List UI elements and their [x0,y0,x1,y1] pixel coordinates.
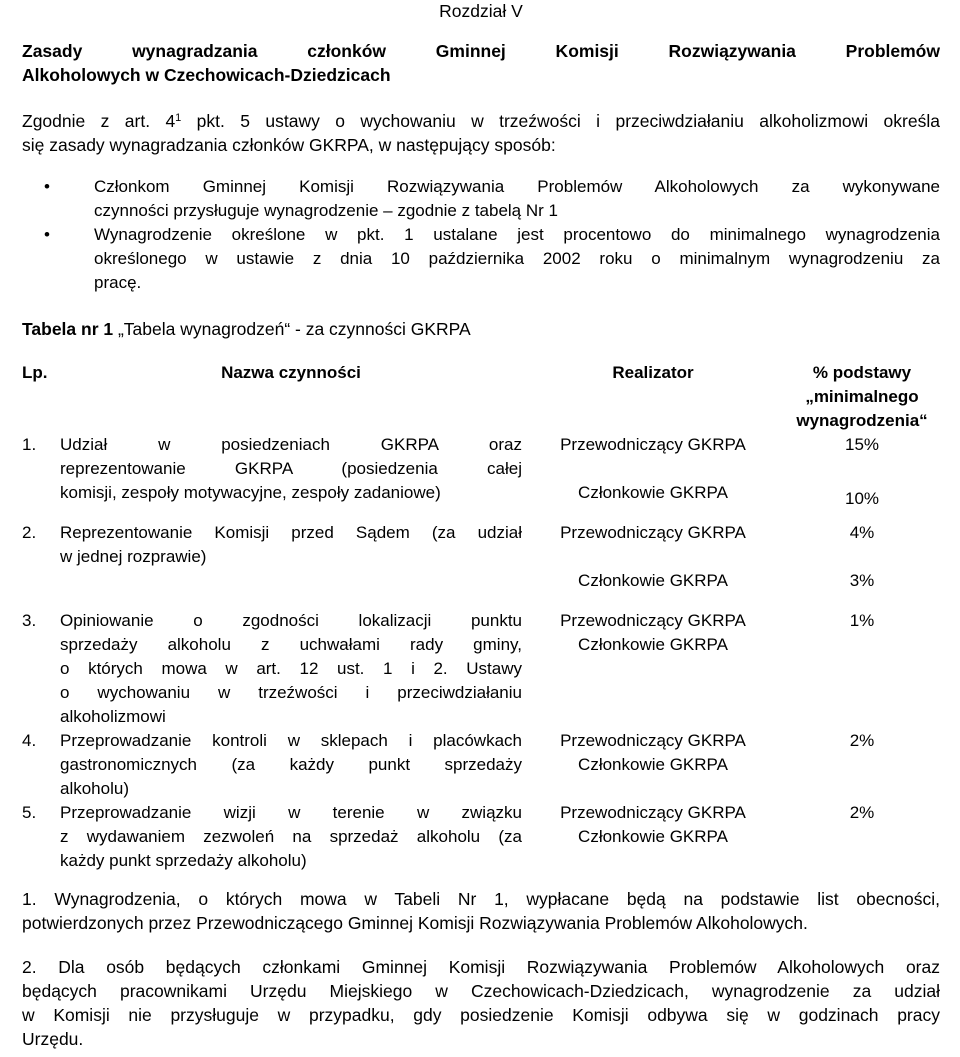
activity-line: Udział w posiedzeniach GKRPA oraz [60,435,522,454]
activity-line: o wychowaniu w trzeźwości i przeciwdziałaniu [60,683,522,702]
chapter-title: Rozdział V [439,1,523,21]
bullet-line: Członkom Gminnej Komisji Rozwiązywania Problemów Alkoholowych za wykonywane [94,177,940,196]
activity-line: reprezentowanie GKRPA (posiedzenia całej [60,459,522,478]
realizator-chair: Przewodniczący GKRPA [560,611,746,630]
percent-members: 10% [844,489,880,508]
bullet-list [22,175,940,295]
header-percent-line-1: % podstawy [812,363,912,382]
row-percent [784,433,940,511]
row-lp: 4. [22,731,37,750]
header-percent-line-2: „minimalnego [805,387,919,406]
realizator-chair: Przewodniczący GKRPA [560,523,746,542]
footer-line: będących pracownikami Urzędu Miejskiego w Czechowicach-Dziedzicach, wynagrodzenie za udział [22,981,940,1001]
table-title-number: Tabela nr 1 [22,319,114,339]
bullet-dot-icon: • [44,177,50,196]
activity-line: Reprezentowanie Komisji przed Sądem (za udział [60,523,522,542]
realizator-chair: Przewodniczący GKRPA [560,803,746,822]
bullet-text [94,223,940,295]
row-activity [60,521,522,593]
row-lp: 3. [22,611,37,630]
percent-members: 3% [849,571,875,590]
bullet-dot-icon: • [44,225,50,244]
table-row [22,521,940,593]
bullet-line: pracę. [94,273,142,292]
intro-paragraph [22,109,940,157]
activity-line: gastronomicznych (za każdy punkt sprzedaży [60,755,522,774]
activity-line: Opiniowanie o zgodności lokalizacji punktu [60,611,522,630]
document-page [22,0,940,1051]
bullet-item [22,223,940,295]
table-row [22,433,940,511]
footer-notes [22,887,940,1051]
percent-spacer [784,457,940,481]
realizator-spacer [522,457,784,481]
row-activity [60,433,522,511]
header-percent-line-3: wynagrodzenia“ [796,411,928,430]
activity-line: o których mowa w art. 12 ust. 1 i 2. Ustawy [60,659,522,678]
intro-line-1-rest: pkt. 5 ustawy o wychowaniu w trzeźwości i przeciwdziałaniu alkoholizmowi określa [181,111,940,131]
row-percent: 2% [849,803,875,822]
activity-line: z wydawaniem zezwoleń na sprzedaż alkoholu (za [60,827,522,846]
percent-spacer [784,545,940,569]
bullet-line: określonego w ustawie z dnia 10 października 2002 roku o minimalnym wynagrodzeniu za [94,249,940,268]
section-heading-line-2: Alkoholowych w Czechowicach-Dziedzicach [22,65,391,85]
header-percent [784,361,940,433]
realizator-members: Członkowie GKRPA [578,483,728,502]
footer-line: Urzędu. [22,1029,84,1049]
section-heading-line-1: Zasady wynagradzania członków Gminnej Komisji Rozwiązywania Problemów [22,41,940,61]
row-realizator [522,729,784,801]
footer-note-1 [22,887,940,935]
realizator-chair: Przewodniczący GKRPA [560,435,746,454]
activity-line: każdy punkt sprzedaży alkoholu) [60,851,307,870]
intro-prefix: Zgodnie z art. 4 [22,111,176,131]
remuneration-table [22,361,940,873]
row-activity [60,729,522,801]
row-lp: 2. [22,523,37,542]
realizator-members: Członkowie GKRPA [578,635,728,654]
footer-note-2 [22,955,940,1051]
bullet-line: czynności przysługuje wynagrodzenie – zgodnie z tabelą Nr 1 [94,201,558,220]
row-percent [784,521,940,593]
row-realizator [522,521,784,593]
row-realizator [522,801,784,873]
header-realizator: Realizator [612,363,694,382]
row-lp: 5. [22,803,37,822]
activity-line: Przeprowadzanie wizji w terenie w związku [60,803,522,822]
table-row [22,609,940,729]
table-row [22,729,940,801]
header-name: Nazwa czynności [221,363,361,382]
row-realizator [522,609,784,729]
intro-line-1 [22,109,940,133]
bullet-text [94,175,940,223]
realizator-members: Członkowie GKRPA [578,827,728,846]
row-activity [60,801,522,873]
row-activity [60,609,522,729]
header-lp: Lp. [22,363,48,382]
table-title-text: „Tabela wynagrodzeń“ - za czynności GKRPA [113,319,471,339]
footer-line: 2. Dla osób będących członkami Gminnej Komisji Rozwiązywania Problemów Alkoholowych oraz [22,957,940,977]
table-title [22,317,940,341]
percent-chair: 4% [849,523,875,542]
realizator-spacer [522,545,784,569]
activity-line: komisji, zespoły motywacyjne, zespoły zadaniowe) [60,483,441,502]
row-realizator [522,433,784,511]
footer-line: w Komisji nie przysługuje w przypadku, gdy posiedzenie Komisji odbywa się w godzinach pracy [22,1005,940,1025]
intro-line-2: się zasady wynagradzania członków GKRPA, w następujący sposób: [22,135,556,155]
table-row [22,801,940,873]
row-percent: 2% [849,731,875,750]
activity-line: w jednej rozprawie) [60,547,207,566]
row-lp: 1. [22,435,37,454]
bullet-item [22,175,940,223]
percent-chair: 15% [844,435,880,454]
bullet-line: Wynagrodzenie określone w pkt. 1 ustalane jest procentowo do minimalnego wynagrodzenia [94,225,940,244]
table-header-row [22,361,940,433]
footer-line: 1. Wynagrodzenia, o których mowa w Tabeli Nr 1, wypłacane będą na podstawie list obecności, [22,889,940,909]
activity-line: sprzedaży alkoholu z uchwałami rady gminy, [60,635,522,654]
realizator-members: Członkowie GKRPA [578,755,728,774]
activity-line: alkoholizmowi [60,707,166,726]
footer-line: potwierdzonych przez Przewodniczącego Gminnej Komisji Rozwiązywania Problemów Alkoholowych. [22,913,808,933]
intro-superscript: 1 [175,112,182,124]
activity-line: Przeprowadzanie kontroli w sklepach i placówkach [60,731,522,750]
realizator-chair: Przewodniczący GKRPA [560,731,746,750]
activity-line: alkoholu) [60,779,129,798]
section-heading [22,39,940,87]
row-percent: 1% [849,611,875,630]
realizator-members: Członkowie GKRPA [578,571,728,590]
